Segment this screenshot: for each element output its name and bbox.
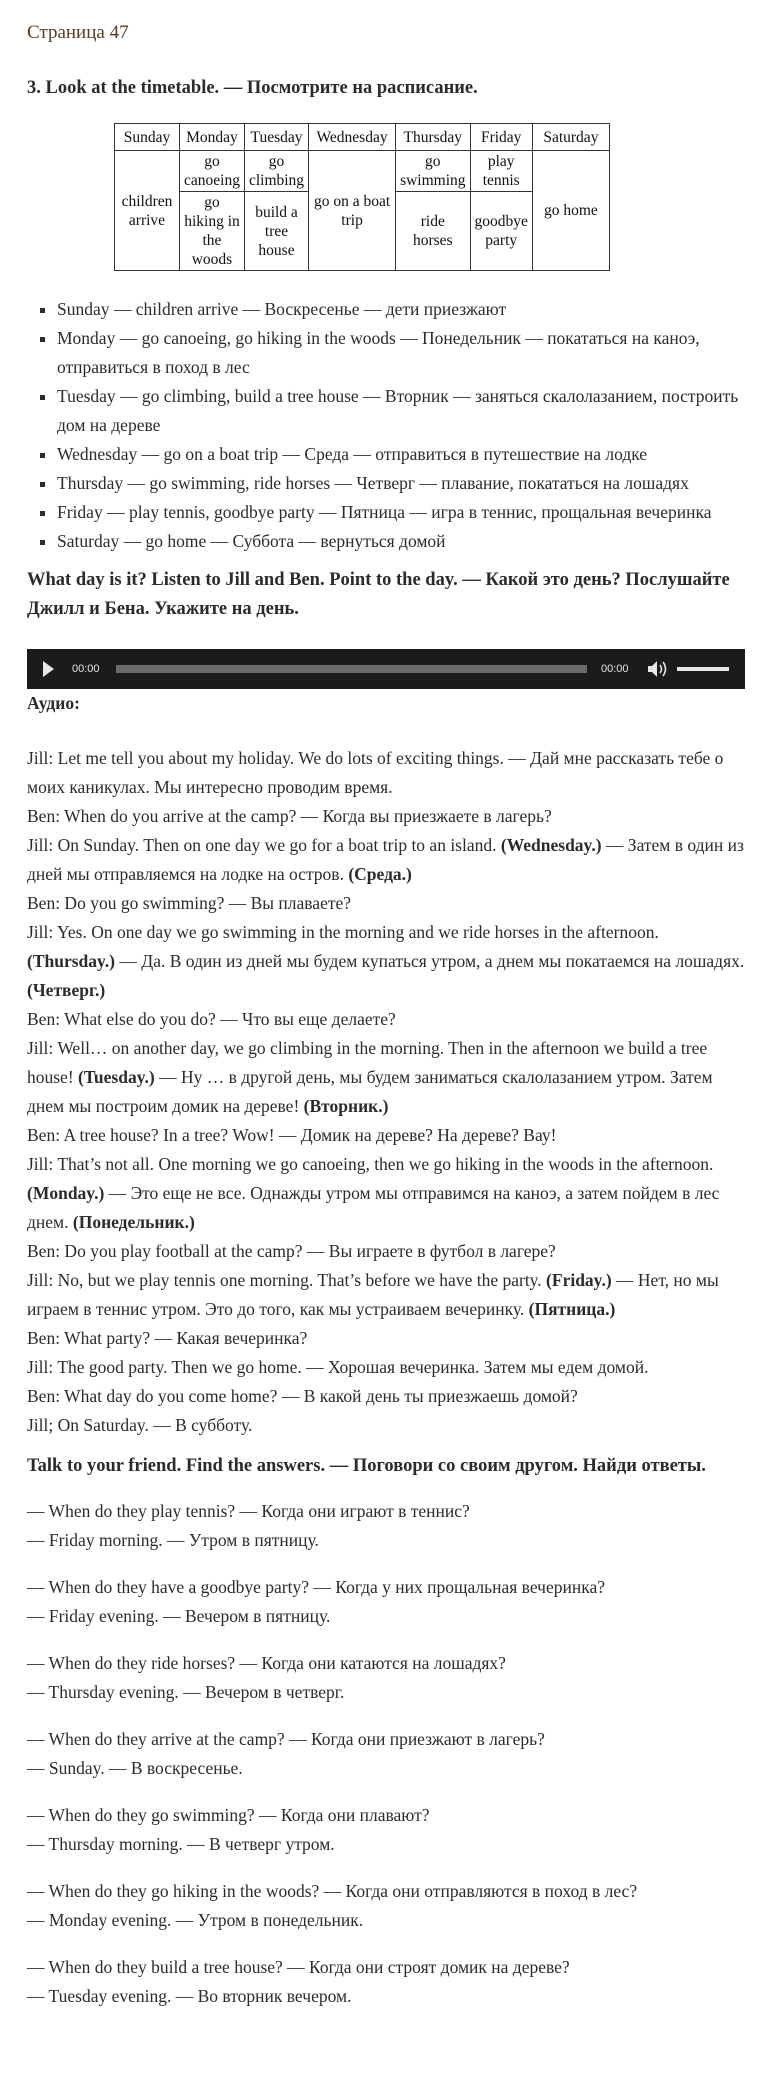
dialog-text: — Ну … в другой день, мы будем заниматься скалолазанием утром. Затем днем мы построим домик на дереве! <box>27 1067 713 1116</box>
answer: — Friday morning. — Утром в пятницу. <box>27 1530 319 1550</box>
dialog-line: Ben: What party? — Какая вечеринка? <box>27 1328 308 1348</box>
volume-slider[interactable] <box>677 667 729 671</box>
list-item: ▪ Wednesday — go on a boat trip — Среда — отправиться в путешествие на лодке <box>57 440 745 469</box>
header-sunday: Sunday <box>115 124 180 151</box>
qa-item <box>27 1725 745 1783</box>
dialog-line: Ben: A tree house? In a tree? Wow! — Домик на дереве? На дереве? Вау! <box>27 1125 557 1145</box>
day-answer: (Tuesday.) <box>78 1067 155 1087</box>
dialog-line: Jill: The good party. Then we go home. — Хорошая вечеринка. Затем мы едем домой. <box>27 1357 649 1377</box>
task-heading: 3. Look at the timetable. — Посмотрите на расписание. <box>27 78 478 98</box>
dialog-line: Ben: What else do you do? — Что вы еще делаете? <box>27 1009 396 1029</box>
list-item: ▪ Monday — go canoeing, go hiking in the woods — Понедельник — покататься на каноэ, отправиться в поход в лес <box>57 324 745 382</box>
dialog-line: Ben: Do you go swimming? — Вы плаваете? <box>27 893 352 913</box>
dialog-text: Jill: That’s not all. One morning we go canoeing, then we go hiking in the woods in the afternoon. <box>27 1154 714 1174</box>
answer: — Thursday morning. — В четверг утром. <box>27 1834 335 1854</box>
dialog-line: Jill: Let me tell you about my holiday. We do lots of exciting things. — Дай мне рассказать тебе о моих каникулах. Мы интересно проводим время. <box>27 748 724 797</box>
cell-tuesday-top: go climbing <box>244 151 308 192</box>
cell-saturday: go home <box>532 151 609 271</box>
qa-item <box>27 1573 745 1631</box>
dialog-text: Jill: Yes. On one day we go swimming in the morning and we ride horses in the afternoon. <box>27 922 659 942</box>
question: — When do they ride horses? — Когда они катаются на лошадях? <box>27 1653 506 1673</box>
list-item: ▪ Sunday — children arrive — Воскресенье — дети приезжают <box>57 295 745 324</box>
answer: — Monday evening. — Утром в понедельник. <box>27 1910 364 1930</box>
cell-thursday-bottom: ride horses <box>396 192 470 271</box>
qa-list <box>27 1497 745 2011</box>
dialog-line: Ben: Do you play football at the camp? — Вы играете в футбол в лагере? <box>27 1241 556 1261</box>
timetable-header-row <box>115 124 610 151</box>
header-tuesday: Tuesday <box>244 124 308 151</box>
timetable <box>114 123 610 271</box>
day-answer: (Wednesday.) <box>500 835 602 855</box>
cell-tuesday-bottom: build a tree house <box>244 192 308 271</box>
cell-monday-top: go canoeing <box>180 151 245 192</box>
dialog-line <box>27 1034 745 1121</box>
list-item: ▪ Saturday — go home — Суббота — вернуться домой <box>57 527 745 556</box>
answer: — Thursday evening. — Вечером в четверг. <box>27 1682 345 1702</box>
dialog-text: — Это еще не все. Однажды утром мы отправимся на каноэ, а затем пойдем в лес днем. <box>27 1183 720 1232</box>
header-saturday: Saturday <box>532 124 609 151</box>
qa-item <box>27 1801 745 1859</box>
dialog-text: Jill: Well… on another day, we go climbing in the morning. Then in the afternoon we build a tree house! <box>27 1038 708 1087</box>
header-thursday: Thursday <box>396 124 470 151</box>
timetable-row <box>115 151 610 192</box>
question: — When do they play tennis? — Когда они играют в теннис? <box>27 1501 470 1521</box>
list-item: ▪ Thursday — go swimming, ride horses — Четверг — плавание, покататься на лошадях <box>57 469 745 498</box>
current-time: 00:00 <box>72 662 100 675</box>
question: — When do they go swimming? — Когда они плавают? <box>27 1805 430 1825</box>
list-item: ▪ Tuesday — go climbing, build a tree house — Вторник — заняться скалолазанием, построить дом на дереве <box>57 382 745 440</box>
header-friday: Friday <box>470 124 532 151</box>
audio-progress-bar[interactable] <box>116 665 587 673</box>
answer: — Friday evening. — Вечером в пятницу. <box>27 1606 331 1626</box>
cell-friday-top: play tennis <box>470 151 532 192</box>
qa-item <box>27 1953 745 2011</box>
dialog-transcript <box>27 744 745 1440</box>
dialog-text: — Да. В один из дней мы будем купаться утром, а днем мы покатаемся на лошадях. <box>115 951 745 971</box>
question: — When do they go hiking in the woods? — Когда они отправляются в поход в лес? <box>27 1881 638 1901</box>
dialog-text: — Нет, но мы играем в теннис утром. Это до того, как мы устраиваем вечеринку. <box>27 1270 719 1319</box>
list-item: ▪ Friday — play tennis, goodbye party — Пятница — игра в теннис, прощальная вечеринка <box>57 498 745 527</box>
volume-icon[interactable] <box>647 660 669 678</box>
dialog-line: Jill; On Saturday. — В субботу. <box>27 1415 253 1435</box>
day-answer: (Friday.) <box>546 1270 612 1290</box>
audio-player <box>27 649 745 689</box>
dialog-line: Ben: When do you arrive at the camp? — Когда вы приезжаете в лагерь? <box>27 806 552 826</box>
cell-thursday-top: go swimming <box>396 151 470 192</box>
audio-label: Аудио: <box>27 693 80 713</box>
dialog-line <box>27 918 745 1005</box>
play-icon[interactable] <box>43 661 54 677</box>
dialog-line: Ben: What day do you come home? — В какой день ты приезжаешь домой? <box>27 1386 578 1406</box>
cell-monday-bottom: go hiking in the woods <box>180 192 245 271</box>
cell-wednesday: go on a boat trip <box>309 151 396 271</box>
timetable-wrapper <box>114 123 745 271</box>
days-list <box>27 295 745 556</box>
day-answer: (Понедельник.) <box>72 1212 195 1232</box>
answer: — Sunday. — В воскресенье. <box>27 1758 243 1778</box>
talk-heading: Talk to your friend. Find the answers. — Поговори со своим другом. Найди ответы. <box>27 1456 706 1476</box>
question: — When do they arrive at the camp? — Когда они приезжают в лагерь? <box>27 1729 545 1749</box>
dialog-text: Jill: On Sunday. Then on one day we go for a boat trip to an island. <box>27 835 501 855</box>
header-monday: Monday <box>180 124 245 151</box>
qa-item <box>27 1497 745 1555</box>
dialog-line <box>27 1266 745 1324</box>
question-heading: What day is it? Listen to Jill and Ben. Point to the day. — Какой это день? Послушайте Джилл и Бена. Укажите на день. <box>27 570 730 619</box>
day-answer: (Пятница.) <box>528 1299 616 1319</box>
day-answer: (Четверг.) <box>27 980 106 1000</box>
duration: 00:00 <box>601 662 629 675</box>
day-answer: (Monday.) <box>27 1183 105 1203</box>
dialog-line <box>27 831 745 889</box>
dialog-line <box>27 1150 745 1237</box>
header-wednesday: Wednesday <box>309 124 396 151</box>
page-title: Страница 47 <box>27 22 129 43</box>
question: — When do they build a tree house? — Когда они строят домик на дереве? <box>27 1957 570 1977</box>
day-answer: (Вторник.) <box>303 1096 389 1116</box>
qa-item <box>27 1649 745 1707</box>
cell-friday-bottom: goodbye party <box>470 192 532 271</box>
cell-sunday: children arrive <box>115 151 180 271</box>
qa-item <box>27 1877 745 1935</box>
dialog-text: — Затем в один из дней мы отправляемся на лодке на остров. <box>27 835 744 884</box>
question: — When do they have a goodbye party? — Когда у них прощальная вечеринка? <box>27 1577 605 1597</box>
answer: — Tuesday evening. — Во вторник вечером. <box>27 1986 352 2006</box>
day-answer: (Среда.) <box>348 864 412 884</box>
day-answer: (Thursday.) <box>27 951 116 971</box>
dialog-text: Jill: No, but we play tennis one morning. That’s before we have the party. <box>27 1270 547 1290</box>
